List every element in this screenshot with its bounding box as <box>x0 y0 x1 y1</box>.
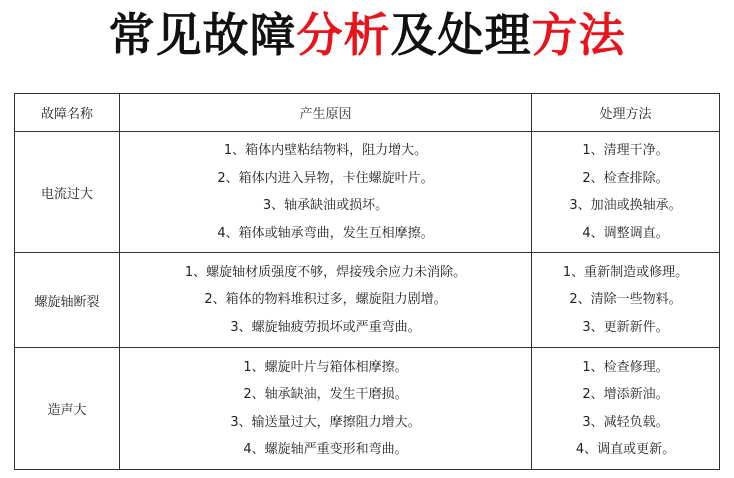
title-part-3: 及处理 <box>390 8 532 62</box>
cause-line: 3、螺旋轴疲劳损坏或严重弯曲。 <box>230 319 421 335</box>
fix-line: 3、更新新件。 <box>582 319 669 335</box>
cause-line: 3、轴承缺油或损坏。 <box>262 198 389 213</box>
fix-line: 2、检查排除。 <box>582 170 669 186</box>
fix-line: 2、增添新油。 <box>582 387 669 402</box>
fix-line: 4、调直或更新。 <box>575 442 676 457</box>
fault-name-cell: 螺旋轴断裂 <box>15 253 120 348</box>
cause-line: 1、螺旋叶片与箱体相摩擦。 <box>243 359 408 375</box>
cause-cell <box>120 253 532 348</box>
title-part-4: 方法 <box>531 8 626 62</box>
table-row <box>15 348 720 470</box>
fix-cell <box>532 253 720 348</box>
cause-line: 3、输送量过大，摩擦阻力增大。 <box>230 414 421 430</box>
fix-cell <box>532 132 720 253</box>
fault-name-cell: 造声大 <box>15 348 120 470</box>
header-fix: 处理方法 <box>532 94 720 132</box>
fault-analysis-table <box>14 93 720 470</box>
fix-line: 3、加油或换轴承。 <box>569 198 682 213</box>
cause-line: 1、箱体内壁粘结物料，阻力增大。 <box>223 143 428 158</box>
page-title <box>0 6 734 64</box>
fix-line: 1、重新制造或修理。 <box>562 264 689 280</box>
fault-name-cell: 电流过大 <box>15 132 120 253</box>
cause-line: 2、轴承缺油，发生干磨损。 <box>243 387 408 402</box>
table-row <box>15 253 720 348</box>
table-row <box>15 132 720 253</box>
fix-line: 1、检查修理。 <box>582 359 669 375</box>
fix-cell <box>532 348 720 470</box>
cause-line: 4、箱体或轴承弯曲，发生互相摩擦。 <box>217 225 434 241</box>
fix-line: 3、减轻负载。 <box>582 414 669 430</box>
header-cause: 产生原因 <box>120 94 532 132</box>
cause-line: 2、箱体内进入异物，卡住螺旋叶片。 <box>217 170 434 186</box>
fix-line: 1、清理干净。 <box>582 143 669 158</box>
cause-line: 2、箱体的物料堆积过多，螺旋阻力剧增。 <box>204 292 447 308</box>
table-header-row <box>15 94 720 132</box>
cause-cell <box>120 348 532 470</box>
fix-line: 4、调整调直。 <box>582 225 669 241</box>
cause-line: 1、螺旋轴材质强度不够，焊接残余应力未消除。 <box>184 264 467 280</box>
header-fault-name: 故障名称 <box>15 94 120 132</box>
cause-line: 4、螺旋轴严重变形和弯曲。 <box>243 442 408 457</box>
cause-cell <box>120 132 532 253</box>
title-part-1: 常见故障 <box>108 8 297 62</box>
fix-line: 2、清除一些物料。 <box>569 292 682 308</box>
title-part-2: 分析 <box>296 8 391 62</box>
